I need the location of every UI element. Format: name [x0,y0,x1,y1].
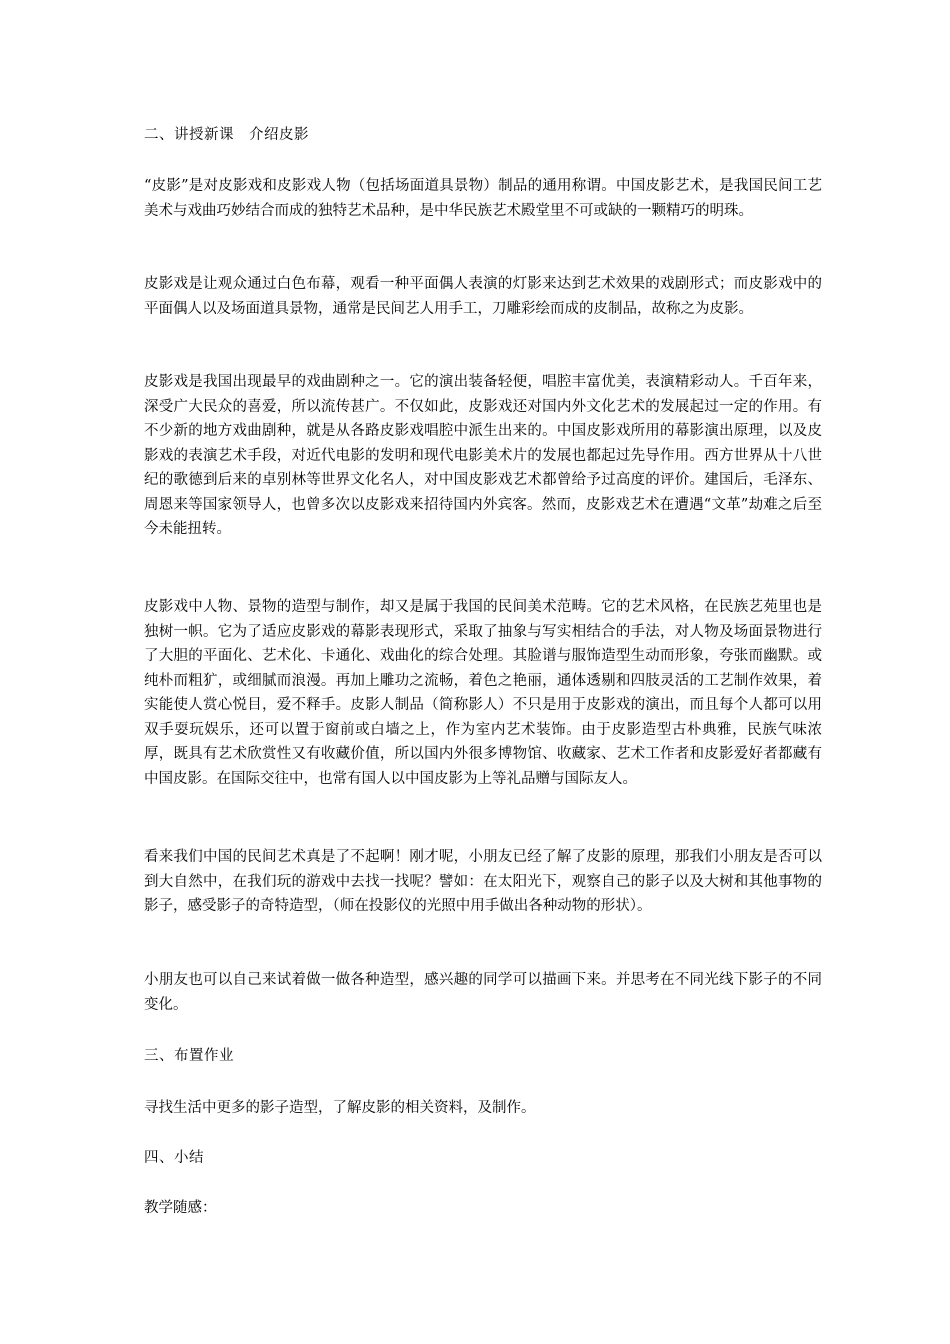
paragraph-history: 皮影戏是我国出现最早的戏曲剧种之一。它的演出装备轻便，唱腔丰富优美，表演精彩动人。千百年来，深受广大民众的喜爱，所以流传甚广。不仅如此，皮影戏还对国内外文化艺术的发展起过一定的作用。有不少新的地方戏曲剧种，就是从各路皮影戏唱腔中派生出来的。中国皮影戏所用的幕影演出原理，以及皮影戏的表演艺术手段，对近代电影的发明和现代电影美术片的发展也都起过先导作用。西方世界从十八世纪的歌德到后来的卓别林等世界文化名人，对中国皮影戏艺术都曾给予过高度的评价。建国后，毛泽东、周恩来等国家领导人，也曾多次以皮影戏来招待国内外宾客。然而，皮影戏艺术在遭遇“文革”劫难之后至今未能扭转。 [144,374,822,537]
paragraph-art-style: 皮影戏中人物、景物的造型与制作，却又是属于我国的民间美术范畴。它的艺术风格，在民族艺苑里也是独树一帜。它为了适应皮影戏的幕影表现形式，采取了抽象与写实相结合的手法，对人物及场面景物进行了大胆的平面化、艺术化、卡通化、戏曲化的综合处理。其脸谱与服饰造型生动而形象，夸张而幽默。或纯朴而粗犷，或细腻而浪漫。再加上雕功之流畅，着色之艳丽，通体透剔和四肢灵活的工艺制作效果，着实能使人赏心悦目，爱不释手。皮影人制品（简称影人）不只是用于皮影戏的演出，而且每个人都可以用双手耍玩娱乐，还可以置于窗前或白墙之上，作为室内艺术装饰。由于皮影造型古朴典雅，民族气味浓厚，既具有艺术欣赏性又有收藏价值，所以国内外很多博物馆、收藏家、艺术工作者和皮影爱好者都藏有中国皮影。在国际交往中，也常有国人以中国皮影为上等礼品赠与国际友人。 [144,599,822,787]
homework-text: 寻找生活中更多的影子造型，了解皮影的相关资料，及制作。 [144,1100,536,1116]
paragraph-try: 小朋友也可以自己来试着做一做各种造型，感兴趣的同学可以描画下来。并思考在不同光线下影子的不同变化。 [144,972,822,1013]
paragraph-activity: 看来我们中国的民间艺术真是了不起啊！刚才呢，小朋友已经了解了皮影的原理，那我们小朋友是否可以到大自然中，在我们玩的游戏中去找一找呢？譬如：在太阳光下，观察自己的影子以及大树和其他事物的影子，感受影子的奇特造型，（师在投影仪的光照中用手做出各种动物的形状）。 [144,849,822,914]
section-heading-homework: 三、布置作业 [144,1048,234,1064]
section-heading-summary: 四、小结 [144,1150,204,1166]
section-heading-lecture: 二、讲授新课 介绍皮影 [144,127,309,143]
paragraph-intro: “皮影”是对皮影戏和皮影戏人物（包括场面道具景物）制品的通用称谓。中国皮影艺术，是我国民间工艺美术与戏曲巧妙结合而成的独特艺术品种，是中华民族艺术殿堂里不可或缺的一颗精巧的明珠。 [144,178,822,219]
reflection-label: 教学随感： [144,1200,217,1216]
paragraph-definition: 皮影戏是让观众通过白色布幕，观看一种平面偶人表演的灯影来达到艺术效果的戏剧形式；而皮影戏中的平面偶人以及场面道具景物，通常是民间艺人用手工，刀雕彩绘而成的皮制品，故称之为皮影。 [144,276,822,317]
